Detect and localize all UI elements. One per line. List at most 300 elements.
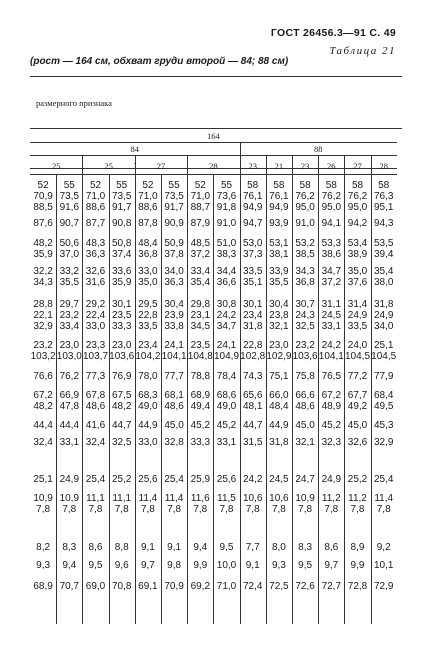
hip-divider xyxy=(266,155,267,174)
table-cell: 35,5 xyxy=(59,277,80,288)
table-cell: 68,3 xyxy=(138,390,158,401)
table-cell: 76,3 xyxy=(373,191,394,202)
table-cell: 33,4 xyxy=(190,266,211,277)
table-cell: 37,2 xyxy=(321,277,342,288)
table-cell: 74,3 xyxy=(242,371,263,382)
table-cell: 35,9 xyxy=(33,249,53,260)
table-cell: 78,8 xyxy=(190,371,211,382)
hip-divider xyxy=(240,155,241,174)
table-cell: 103,2 xyxy=(30,351,56,362)
table-cell: 77,9 xyxy=(373,371,394,382)
table-cell: 91,6 xyxy=(59,202,80,213)
table-cell: 29,8 xyxy=(190,299,211,310)
table-cell: 52 xyxy=(142,180,154,191)
hip-divider xyxy=(292,155,293,174)
table-cell: 32,6 xyxy=(347,437,368,448)
page-header: ГОСТ 26456.3—91 С. 49 xyxy=(270,27,396,39)
table-cell: 45,3 xyxy=(373,420,394,431)
table-cell: 52 xyxy=(37,180,49,191)
table-cell: 23,0 xyxy=(111,340,132,351)
table-cell: 87,6 xyxy=(33,218,53,229)
table-cell: 48,3 xyxy=(85,238,106,249)
table-cell: 95,0 xyxy=(321,202,342,213)
table-cell: 87,9 xyxy=(190,218,211,229)
table-cell: 44,9 xyxy=(138,420,158,431)
table-cell: 94,1 xyxy=(321,218,342,229)
table-cell: 58 xyxy=(299,180,311,191)
table-cell: 37,6 xyxy=(347,277,368,288)
table-cell: 24,9 xyxy=(347,310,368,321)
table-cell: 95,1 xyxy=(373,202,394,213)
table-cell: 7,8 xyxy=(88,504,103,515)
table-cell: 45,2 xyxy=(216,420,237,431)
table-cell: 23,0 xyxy=(59,340,80,351)
table-cell: 37,3 xyxy=(242,249,263,260)
hip-divider xyxy=(344,155,345,174)
table-cell: 91,7 xyxy=(164,202,184,213)
table-cell: 94,3 xyxy=(373,218,394,229)
table-cell: 10,1 xyxy=(373,560,394,571)
table-cell: 33,1 xyxy=(321,321,342,332)
table-cell: 23,1 xyxy=(190,310,211,321)
hip-label: 27 xyxy=(156,161,166,171)
table-cell: 50,8 xyxy=(111,238,132,249)
table-cell: 76,1 xyxy=(269,191,289,202)
table-subtitle: (рост — 164 см, обхват груди второй — 84; 88 см) xyxy=(30,56,289,67)
table-cell: 9,7 xyxy=(140,560,155,571)
table-cell: 53,0 xyxy=(242,238,263,249)
table-cell: 58 xyxy=(351,180,364,191)
table-cell: 102,8 xyxy=(240,351,266,362)
table-cell: 23,4 xyxy=(138,340,158,351)
table-cell: 70,9 xyxy=(164,581,184,592)
table-cell: 75,8 xyxy=(295,371,315,382)
table-cell: 50,9 xyxy=(164,238,184,249)
table-cell: 25,4 xyxy=(373,474,394,485)
table-cell: 8,6 xyxy=(88,542,103,553)
table-cell: 9,6 xyxy=(114,560,129,571)
table-cell: 8,9 xyxy=(350,542,365,553)
table-cell: 29,7 xyxy=(59,299,80,310)
table-cell: 7,8 xyxy=(298,504,313,515)
table-cell: 76,1 xyxy=(242,191,263,202)
table-cell: 7,8 xyxy=(36,504,51,515)
table-cell: 25,4 xyxy=(85,474,106,485)
table-cell: 33,5 xyxy=(347,321,368,332)
table-cell: 104,9 xyxy=(213,351,240,362)
table-cell: 49,5 xyxy=(373,401,394,412)
table-cell: 7,8 xyxy=(324,504,339,515)
table-cell: 49,0 xyxy=(216,401,237,412)
table-cell: 32,4 xyxy=(85,437,106,448)
table-cell: 24,0 xyxy=(347,340,368,351)
table-cell: 72,6 xyxy=(295,581,315,592)
table-cell: 103,7 xyxy=(82,351,109,362)
table-cell: 88,6 xyxy=(85,202,106,213)
table-cell: 7,8 xyxy=(350,504,365,515)
table-cell: 7,8 xyxy=(219,504,234,515)
table-cell: 32,1 xyxy=(269,321,289,332)
table-cell: 37,0 xyxy=(59,249,80,260)
hip-divider xyxy=(187,155,188,174)
table-cell: 7,8 xyxy=(62,504,77,515)
table-cell: 52 xyxy=(89,180,102,191)
table-cell: 30,4 xyxy=(164,299,184,310)
table-cell: 7,8 xyxy=(167,504,182,515)
table-cell: 24,2 xyxy=(321,340,342,351)
table-cell: 34,0 xyxy=(164,266,184,277)
hip-label: 21 xyxy=(274,161,284,171)
table-cell: 55 xyxy=(220,180,233,191)
table-cell: 29,5 xyxy=(138,299,158,310)
table-number: Таблица 21 xyxy=(329,45,396,57)
table-cell: 23,2 xyxy=(59,310,80,321)
table-cell: 70,7 xyxy=(59,581,80,592)
table-cell: 34,7 xyxy=(321,266,342,277)
table-cell: 24,1 xyxy=(164,340,184,351)
table-cell: 34,3 xyxy=(33,277,53,288)
table-cell: 9,2 xyxy=(376,542,391,553)
table-cell: 9,3 xyxy=(271,560,286,571)
table-cell: 90,8 xyxy=(111,218,132,229)
table-cell: 9,3 xyxy=(36,560,51,571)
table-cell: 24,5 xyxy=(321,310,342,321)
table-cell: 55 xyxy=(116,180,128,191)
table-cell: 33,3 xyxy=(111,321,132,332)
table-cell: 30,8 xyxy=(216,299,237,310)
chest-label: 88 xyxy=(313,144,323,154)
table-cell: 34,4 xyxy=(216,266,237,277)
table-cell: 8,3 xyxy=(62,542,77,553)
table-cell: 33,2 xyxy=(59,266,80,277)
table-cell: 8,3 xyxy=(298,542,313,553)
table-cell: 9,4 xyxy=(62,560,77,571)
table-cell: 36,8 xyxy=(138,249,158,260)
table-cell: 11,4 xyxy=(138,493,158,504)
table-cell: 72,9 xyxy=(373,581,394,592)
table-cell: 94,2 xyxy=(347,218,368,229)
table-cell: 32,2 xyxy=(33,266,53,277)
table-cell: 24,9 xyxy=(373,310,394,321)
table-cell: 41,6 xyxy=(85,420,106,431)
table-cell: 53,2 xyxy=(295,238,315,249)
subtitle-rule xyxy=(30,76,402,77)
table-cell: 30,7 xyxy=(295,299,315,310)
table-cell: 7,8 xyxy=(271,504,286,515)
table-cell: 38,0 xyxy=(373,277,394,288)
table-cell: 31,5 xyxy=(242,437,263,448)
table-cell: 49,4 xyxy=(190,401,211,412)
table-cell: 91,8 xyxy=(216,202,237,213)
table-cell: 25,6 xyxy=(216,474,237,485)
table-cell: 103,0 xyxy=(56,351,82,362)
table-cell: 9,7 xyxy=(324,560,339,571)
table-cell: 104,8 xyxy=(187,351,213,362)
table-cell: 35,0 xyxy=(347,266,368,277)
table-cell: 44,4 xyxy=(33,420,53,431)
table-cell: 35,9 xyxy=(111,277,132,288)
table-cell: 8,0 xyxy=(271,542,286,553)
table-cell: 8,6 xyxy=(324,542,339,553)
table-cell: 32,5 xyxy=(111,437,132,448)
table-cell: 11,1 xyxy=(112,493,132,504)
table-cell: 67,8 xyxy=(85,390,106,401)
table-cell: 103,6 xyxy=(292,351,318,362)
table-cell: 44,7 xyxy=(111,420,132,431)
table-cell: 77,7 xyxy=(164,371,184,382)
table-cell: 36,6 xyxy=(216,277,237,288)
table-cell: 37,4 xyxy=(111,249,132,260)
table-cell: 10,9 xyxy=(59,493,80,504)
table-cell: 7,7 xyxy=(245,542,260,553)
header-rule xyxy=(30,142,397,143)
table-cell: 69,1 xyxy=(138,581,158,592)
hip-label: 25 xyxy=(104,161,113,171)
table-cell: 69,0 xyxy=(85,581,106,592)
table-cell: 71,0 xyxy=(85,191,106,202)
table-cell: 75,1 xyxy=(269,371,289,382)
table-cell: 9,5 xyxy=(219,542,234,553)
table-cell: 7,8 xyxy=(376,504,391,515)
table-cell: 76,6 xyxy=(33,371,53,382)
table-cell: 88,6 xyxy=(138,202,158,213)
table-cell: 25,6 xyxy=(138,474,158,485)
table-cell: 22,1 xyxy=(33,310,53,321)
table-cell: 95,0 xyxy=(347,202,368,213)
table-cell: 91,7 xyxy=(111,202,132,213)
hip-label: 27 xyxy=(353,161,362,171)
table-cell: 23,3 xyxy=(85,340,106,351)
table-cell: 94,9 xyxy=(242,202,263,213)
table-cell: 77,3 xyxy=(85,371,106,382)
table-cell: 38,3 xyxy=(216,249,237,260)
hip-divider xyxy=(318,155,319,174)
table-cell: 52 xyxy=(194,180,206,191)
table-cell: 104,1 xyxy=(318,351,344,362)
table-cell: 76,5 xyxy=(321,371,342,382)
table-cell: 49,2 xyxy=(347,401,368,412)
table-cell: 31,8 xyxy=(242,321,263,332)
table-cell: 31,8 xyxy=(373,299,394,310)
table-cell: 9,9 xyxy=(350,560,365,571)
table-cell: 76,2 xyxy=(295,191,315,202)
table-cell: 78,4 xyxy=(216,371,237,382)
table-cell: 32,6 xyxy=(85,266,106,277)
table-cell: 36,3 xyxy=(164,277,184,288)
table-cell: 38,9 xyxy=(347,249,368,260)
table-cell: 66,9 xyxy=(59,390,80,401)
table-cell: 48,6 xyxy=(164,401,184,412)
table-cell: 31,4 xyxy=(347,299,368,310)
table-cell: 32,1 xyxy=(295,437,315,448)
table-cell: 28,8 xyxy=(33,299,53,310)
table-cell: 48,2 xyxy=(33,401,53,412)
table-cell: 94,7 xyxy=(242,218,263,229)
table-cell: 72,4 xyxy=(242,581,263,592)
table-cell: 24,3 xyxy=(295,310,315,321)
hip-divider xyxy=(82,155,83,174)
table-cell: 45,2 xyxy=(190,420,211,431)
table-cell: 72,5 xyxy=(269,581,289,592)
table-cell: 45,0 xyxy=(295,420,315,431)
table-cell: 66,6 xyxy=(295,390,315,401)
table-cell: 90,9 xyxy=(164,218,184,229)
table-cell: 33,8 xyxy=(164,321,184,332)
table-cell: 73,5 xyxy=(59,191,80,202)
table-cell: 90,7 xyxy=(59,218,80,229)
table-cell: 10,9 xyxy=(33,493,53,504)
table-cell: 33,0 xyxy=(138,266,158,277)
table-cell: 87,7 xyxy=(85,218,106,229)
table-cell: 11,4 xyxy=(164,493,184,504)
table-cell: 23,5 xyxy=(111,310,132,321)
table-cell: 24,5 xyxy=(269,474,289,485)
table-cell: 55 xyxy=(168,180,180,191)
table-cell: 76,2 xyxy=(347,191,368,202)
table-cell: 25,9 xyxy=(190,474,211,485)
table-cell: 36,3 xyxy=(85,249,106,260)
table-cell: 10,0 xyxy=(216,560,237,571)
hip-divider xyxy=(371,155,372,174)
table-cell: 11,6 xyxy=(190,493,210,504)
table-cell: 88,5 xyxy=(33,202,53,213)
chest-label: 84 xyxy=(130,144,140,154)
table-cell: 55 xyxy=(63,180,75,191)
table-cell: 23,2 xyxy=(295,340,315,351)
table-cell: 33,3 xyxy=(190,437,211,448)
table-cell: 22,8 xyxy=(138,310,158,321)
table-cell: 53,3 xyxy=(321,238,342,249)
table-cell: 7,8 xyxy=(245,504,260,515)
table-cell: 34,7 xyxy=(216,321,237,332)
table-cell: 67,2 xyxy=(33,390,53,401)
table-cell: 24,2 xyxy=(242,474,263,485)
table-cell: 91,0 xyxy=(216,218,237,229)
table-cell: 32,9 xyxy=(373,437,394,448)
table-cell: 33,1 xyxy=(59,437,80,448)
table-cell: 68,9 xyxy=(190,390,211,401)
table-cell: 95,0 xyxy=(295,202,315,213)
table-cell: 33,0 xyxy=(85,321,106,332)
table-cell: 24,2 xyxy=(216,310,237,321)
table-cell: 11,2 xyxy=(348,493,367,504)
table-cell: 67,7 xyxy=(347,390,368,401)
table-cell: 48,4 xyxy=(138,238,158,249)
table-cell: 72,8 xyxy=(347,581,368,592)
table-cell: 91,0 xyxy=(295,218,315,229)
table-cell: 103,6 xyxy=(109,351,135,362)
table-cell: 33,4 xyxy=(59,321,80,332)
hip-divider xyxy=(135,155,136,174)
table-cell: 58 xyxy=(273,180,285,191)
table-cell: 44,7 xyxy=(242,420,263,431)
table-cell: 65,6 xyxy=(242,390,263,401)
table-cell: 9,5 xyxy=(298,560,313,571)
table-cell: 58 xyxy=(247,180,259,191)
table-cell: 35,4 xyxy=(373,266,394,277)
table-cell: 38,6 xyxy=(321,249,342,260)
table-cell: 104,2 xyxy=(135,351,161,362)
table-cell: 48,6 xyxy=(295,401,315,412)
table-cell: 48,5 xyxy=(190,238,211,249)
table-cell: 31,6 xyxy=(85,277,106,288)
table-cell: 8,2 xyxy=(36,542,51,553)
hip-label: 23 xyxy=(300,161,310,171)
table-cell: 67,5 xyxy=(111,390,132,401)
table-cell: 32,8 xyxy=(164,437,184,448)
table-cell: 37,2 xyxy=(190,249,211,260)
table-cell: 10,9 xyxy=(295,493,315,504)
table-cell: 24,7 xyxy=(295,474,315,485)
table-cell: 35,0 xyxy=(138,277,158,288)
table-cell: 25,2 xyxy=(111,474,132,485)
table-cell: 25,1 xyxy=(373,340,394,351)
table-cell: 33,5 xyxy=(138,321,158,332)
table-cell: 70,9 xyxy=(33,191,53,202)
table-cell: 36,8 xyxy=(295,277,315,288)
table-cell: 23,8 xyxy=(269,310,289,321)
table-cell: 25,2 xyxy=(347,474,368,485)
table-cell: 33,5 xyxy=(242,266,263,277)
table-cell: 38,5 xyxy=(295,249,315,260)
table-cell: 9,4 xyxy=(193,542,208,553)
header-rule-top xyxy=(30,128,402,129)
table-cell: 35,5 xyxy=(269,277,289,288)
hip-label: 25 xyxy=(51,161,61,171)
table-cell: 23,5 xyxy=(190,340,211,351)
table-cell: 33,6 xyxy=(111,266,132,277)
table-cell: 10,6 xyxy=(269,493,289,504)
table-cell: 88,7 xyxy=(190,202,211,213)
table-cell: 45,2 xyxy=(321,420,342,431)
hip-label: 26 xyxy=(327,161,336,171)
marker-dot: . xyxy=(317,156,320,166)
table-cell: 7,8 xyxy=(114,504,129,515)
table-cell: 68,9 xyxy=(33,581,53,592)
table-cell: 31,8 xyxy=(269,437,289,448)
table-cell: 24,9 xyxy=(321,474,342,485)
table-cell: 34,3 xyxy=(295,266,315,277)
table-cell: 11,5 xyxy=(217,493,236,504)
table-cell: 68,1 xyxy=(164,390,184,401)
table-cell: 33,0 xyxy=(138,437,158,448)
table-cell: 70,8 xyxy=(111,581,132,592)
table-cell: 9,1 xyxy=(140,542,155,553)
table-cell: 22,4 xyxy=(85,310,106,321)
table-cell: 25,4 xyxy=(164,474,184,485)
table-cell: 23,2 xyxy=(33,340,53,351)
table-cell: 104,5 xyxy=(371,351,397,362)
table-cell: 77,2 xyxy=(347,371,368,382)
hip-label: 23 xyxy=(248,161,257,171)
table-cell: 68,4 xyxy=(373,390,394,401)
table-cell: 78,0 xyxy=(138,371,158,382)
table-cell: 48,1 xyxy=(242,401,263,412)
table-cell: 104,1 xyxy=(161,351,187,362)
table-cell: 67,2 xyxy=(321,390,342,401)
table-cell: 45,0 xyxy=(164,420,184,431)
table-cell: 53,1 xyxy=(269,238,289,249)
table-cell: 23,0 xyxy=(269,340,289,351)
table-cell: 47,8 xyxy=(59,401,80,412)
table-cell: 73,5 xyxy=(111,191,132,202)
table-cell: 30,4 xyxy=(269,299,289,310)
table-cell: 93,9 xyxy=(269,218,289,229)
table-cell: 11,1 xyxy=(86,493,105,504)
table-cell: 8,8 xyxy=(114,542,129,553)
table-cell: 35,4 xyxy=(190,277,211,288)
table-cell: 72,7 xyxy=(321,581,342,592)
